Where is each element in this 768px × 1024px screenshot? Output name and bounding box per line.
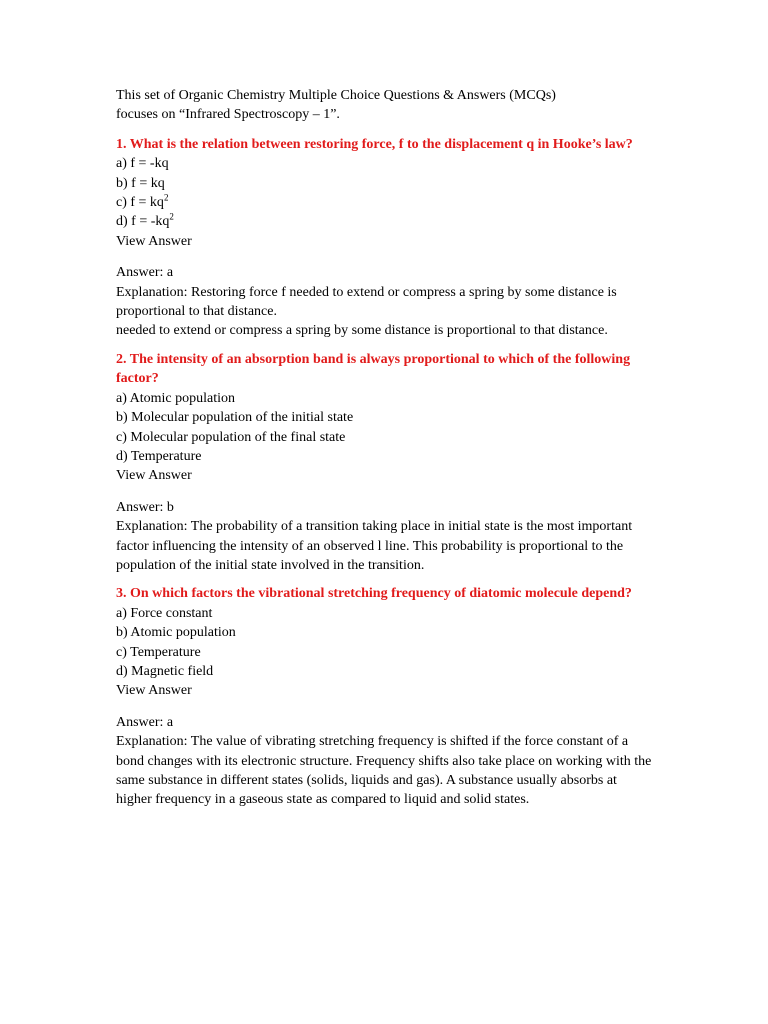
option-d: d) Magnetic field: [116, 663, 214, 679]
explanation-text: Explanation: The probability of a transition taking place in initial state is the most important factor influencing the intensity of an observed l line. This probability is proportional to the population of the initial state involved in the transition.: [116, 519, 633, 573]
option-b: b) Molecular population of the initial state: [116, 410, 354, 426]
option-c: c) $f = kq^2$: [116, 192, 169, 211]
answer-text: Answer: a: [116, 714, 174, 730]
option-c: c) Molecular population of the final state: [116, 429, 346, 445]
question-block-1: [116, 135, 656, 341]
document-content: [116, 86, 656, 819]
option-a: a) Atomic population: [116, 390, 235, 406]
option-d: d) Temperature: [116, 448, 202, 464]
option-b: b) Atomic population: [116, 625, 236, 641]
option-a: a) Force constant: [116, 605, 213, 621]
option-b: b) f = kq: [116, 175, 165, 191]
view-answer-link[interactable]: View Answer: [116, 683, 192, 699]
intro-paragraph: [116, 86, 656, 125]
view-answer-link[interactable]: View Answer: [116, 468, 192, 484]
intro-line-1: This set of Organic Chemistry Multiple Choice Questions & Answers (MCQs): [116, 88, 556, 103]
option-c: c) Temperature: [116, 644, 201, 660]
explanation-text-repeat: needed to extend or compress a spring by some distance is proportional to that distance.: [116, 323, 608, 339]
option-a: a) f = -kq: [116, 156, 169, 172]
question-block-3: [116, 584, 656, 809]
answer-text: Answer: b: [116, 499, 174, 515]
view-answer-link[interactable]: View Answer: [116, 233, 192, 249]
question-text: 3. On which factors the vibrational stretching frequency of diatomic molecule depend?: [116, 586, 632, 602]
option-d: d) $f = -kq^2$: [116, 211, 174, 230]
explanation-text: Explanation: The value of vibrating stretching frequency is shifted if the force constant of a bond changes with its electronic structure. Frequency shifts also take place on working with the same substance in different states (solids, liquids and gas). A substance usually absorbs at higher frequency in a gaseous state as compared to liquid and solid states.: [116, 734, 652, 808]
intro-line-2: focuses on “Infrared Spectroscopy – 1”.: [116, 107, 340, 123]
question-block-2: [116, 350, 656, 575]
answer-text: Answer: a: [116, 265, 174, 281]
question-text: 2. The intensity of an absorption band is always proportional to which of the following factor?: [116, 351, 631, 387]
explanation-text: Explanation: Restoring force f needed to extend or compress a spring by some distance is proportional to that distance.: [116, 284, 617, 320]
question-text: 1. What is the relation between restoring force, f to the displacement q in Hooke’s law?: [116, 136, 633, 152]
